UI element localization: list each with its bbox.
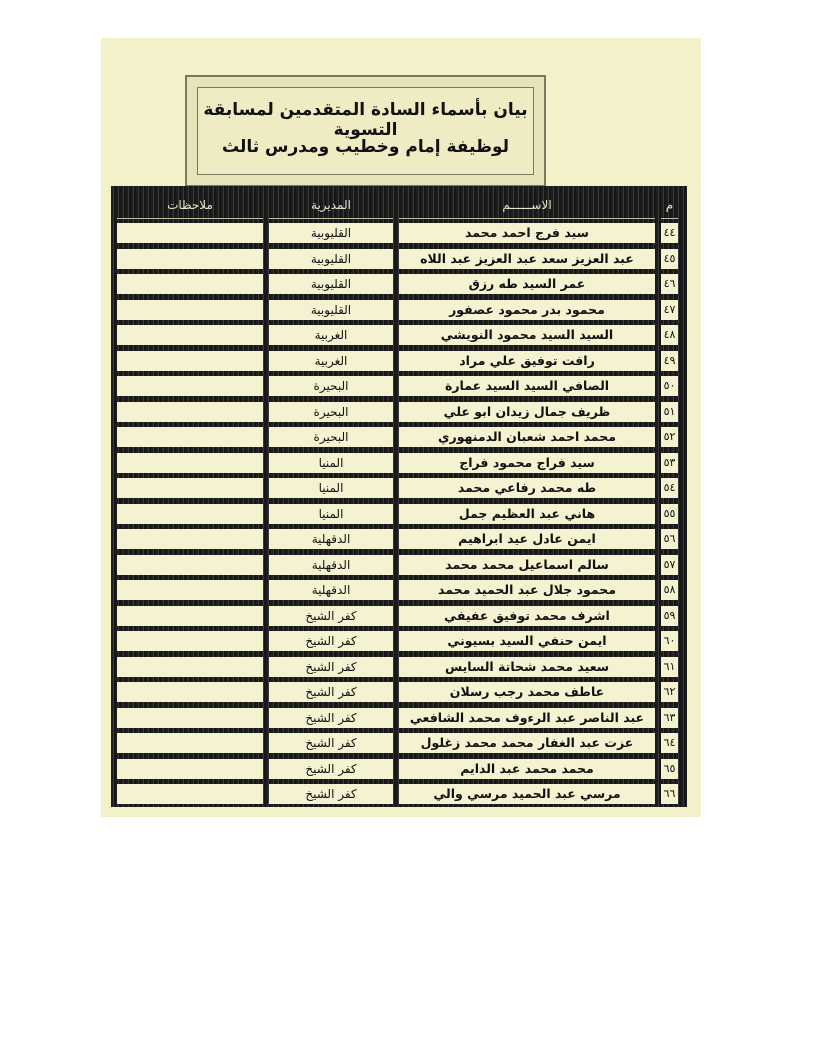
directorate-cell: الدقهلية xyxy=(269,529,393,549)
name-cell: السيد السيد محمود النويشي xyxy=(399,325,655,345)
name-cell: سيد فرج احمد محمد xyxy=(399,223,655,243)
table-header xyxy=(111,186,687,220)
name-cell: عزت عبد الغفار محمد محمد زغلول xyxy=(399,733,655,753)
notes-cell xyxy=(117,376,263,396)
table-row xyxy=(111,756,687,782)
directorate-cell: كفر الشيخ xyxy=(269,682,393,702)
directorate-cell: القليوبية xyxy=(269,249,393,269)
directorate-cell: الدقهلية xyxy=(269,580,393,600)
table-row xyxy=(111,552,687,578)
directorate-cell: الدقهلية xyxy=(269,555,393,575)
table-row xyxy=(111,654,687,680)
number-cell: ٥٣ xyxy=(661,453,678,473)
table-row xyxy=(111,501,687,527)
table-row xyxy=(111,220,687,246)
number-cell: ٦٣ xyxy=(661,708,678,728)
name-cell: سالم اسماعيل محمد محمد xyxy=(399,555,655,575)
notes-cell xyxy=(117,453,263,473)
notes-cell xyxy=(117,682,263,702)
name-cell: ظريف جمال زيدان ابو علي xyxy=(399,402,655,422)
header-num: م xyxy=(661,192,678,219)
number-cell: ٦٤ xyxy=(661,733,678,753)
name-cell: محمد احمد شعبان الدمنهوري xyxy=(399,427,655,447)
directorate-cell: المنيا xyxy=(269,504,393,524)
name-cell: محمود بدر محمود عصفور xyxy=(399,300,655,320)
notes-cell xyxy=(117,300,263,320)
number-cell: ٦٠ xyxy=(661,631,678,651)
name-cell: اشرف محمد توفيق عفيفي xyxy=(399,606,655,626)
name-cell: ايمن عادل عيد ابراهيم xyxy=(399,529,655,549)
scanned-page xyxy=(101,38,701,817)
title-line-2: لوظيفة إمام وخطيب ومدرس ثالث xyxy=(221,137,510,157)
table-row xyxy=(111,577,687,603)
applicants-table xyxy=(111,186,687,807)
notes-cell xyxy=(117,223,263,243)
number-cell: ٥٧ xyxy=(661,555,678,575)
number-cell: ٦٥ xyxy=(661,759,678,779)
notes-cell xyxy=(117,249,263,269)
number-cell: ٥٤ xyxy=(661,478,678,498)
number-cell: ٦٦ xyxy=(661,784,678,804)
name-cell: ايمن حنفي السيد بسيوني xyxy=(399,631,655,651)
number-cell: ٥٩ xyxy=(661,606,678,626)
number-cell: ٤٨ xyxy=(661,325,678,345)
header-directorate: المديرية xyxy=(269,192,393,219)
number-cell: ٥٠ xyxy=(661,376,678,396)
name-cell: هاني عبد العظيم جمل xyxy=(399,504,655,524)
directorate-cell: كفر الشيخ xyxy=(269,657,393,677)
directorate-cell: البحيرة xyxy=(269,427,393,447)
number-cell: ٤٥ xyxy=(661,249,678,269)
number-cell: ٤٦ xyxy=(661,274,678,294)
name-cell: عبد العزيز سعد عبد العزيز عبد اللاه xyxy=(399,249,655,269)
name-cell: محمود جلال عبد الحميد محمد xyxy=(399,580,655,600)
notes-cell xyxy=(117,478,263,498)
number-cell: ٤٤ xyxy=(661,223,678,243)
directorate-cell: كفر الشيخ xyxy=(269,708,393,728)
notes-cell xyxy=(117,759,263,779)
number-cell: ٥٨ xyxy=(661,580,678,600)
notes-cell xyxy=(117,274,263,294)
directorate-cell: كفر الشيخ xyxy=(269,733,393,753)
notes-cell xyxy=(117,708,263,728)
directorate-cell: البحيرة xyxy=(269,402,393,422)
notes-cell xyxy=(117,351,263,371)
number-cell: ٤٩ xyxy=(661,351,678,371)
table-row xyxy=(111,297,687,323)
name-cell: عاطف محمد رجب رسلان xyxy=(399,682,655,702)
number-cell: ٦١ xyxy=(661,657,678,677)
number-cell: ٥٦ xyxy=(661,529,678,549)
table-row xyxy=(111,475,687,501)
number-cell: ٦٢ xyxy=(661,682,678,702)
directorate-cell: المنيا xyxy=(269,478,393,498)
name-cell: سيد فراج محمود فراج xyxy=(399,453,655,473)
number-cell: ٥١ xyxy=(661,402,678,422)
notes-cell xyxy=(117,504,263,524)
table-row xyxy=(111,628,687,654)
notes-cell xyxy=(117,580,263,600)
table-row xyxy=(111,603,687,629)
table-row xyxy=(111,424,687,450)
table-row xyxy=(111,679,687,705)
table-row xyxy=(111,271,687,297)
table-row xyxy=(111,373,687,399)
directorate-cell: المنيا xyxy=(269,453,393,473)
notes-cell xyxy=(117,555,263,575)
name-cell: رافت توفيق علي مراد xyxy=(399,351,655,371)
directorate-cell: الغربية xyxy=(269,351,393,371)
name-cell: عبد الناصر عبد الرءوف محمد الشافعي xyxy=(399,708,655,728)
title-box xyxy=(185,75,546,187)
name-cell: الصافي السيد السيد عمارة xyxy=(399,376,655,396)
directorate-cell: كفر الشيخ xyxy=(269,631,393,651)
table-row xyxy=(111,322,687,348)
number-cell: ٥٥ xyxy=(661,504,678,524)
table-row xyxy=(111,526,687,552)
table-row xyxy=(111,399,687,425)
notes-cell xyxy=(117,325,263,345)
name-cell: سعيد محمد شحاتة السايس xyxy=(399,657,655,677)
table-row xyxy=(111,450,687,476)
directorate-cell: القليوبية xyxy=(269,223,393,243)
title-line-1: بيان بأسماء السادة المتقدمين لمسابقة التسوية xyxy=(203,100,528,140)
directorate-cell: القليوبية xyxy=(269,274,393,294)
notes-cell xyxy=(117,529,263,549)
table-row xyxy=(111,730,687,756)
name-cell: عمر السيد طه رزق xyxy=(399,274,655,294)
name-cell: طه محمد رفاعي محمد xyxy=(399,478,655,498)
header-notes: ملاحظات xyxy=(117,192,263,219)
notes-cell xyxy=(117,606,263,626)
name-cell: مرسي عبد الحميد مرسي والي xyxy=(399,784,655,804)
notes-cell xyxy=(117,733,263,753)
notes-cell xyxy=(117,784,263,804)
number-cell: ٥٢ xyxy=(661,427,678,447)
directorate-cell: كفر الشيخ xyxy=(269,606,393,626)
number-cell: ٤٧ xyxy=(661,300,678,320)
notes-cell xyxy=(117,427,263,447)
name-cell: محمد محمد عبد الدايم xyxy=(399,759,655,779)
notes-cell xyxy=(117,657,263,677)
directorate-cell: كفر الشيخ xyxy=(269,784,393,804)
directorate-cell: الغربية xyxy=(269,325,393,345)
table-row xyxy=(111,705,687,731)
table-row xyxy=(111,781,687,807)
notes-cell xyxy=(117,631,263,651)
directorate-cell: القليوبية xyxy=(269,300,393,320)
notes-cell xyxy=(117,402,263,422)
table-row xyxy=(111,348,687,374)
header-name: الاســــــم xyxy=(399,192,655,219)
table-row xyxy=(111,246,687,272)
directorate-cell: البحيرة xyxy=(269,376,393,396)
directorate-cell: كفر الشيخ xyxy=(269,759,393,779)
